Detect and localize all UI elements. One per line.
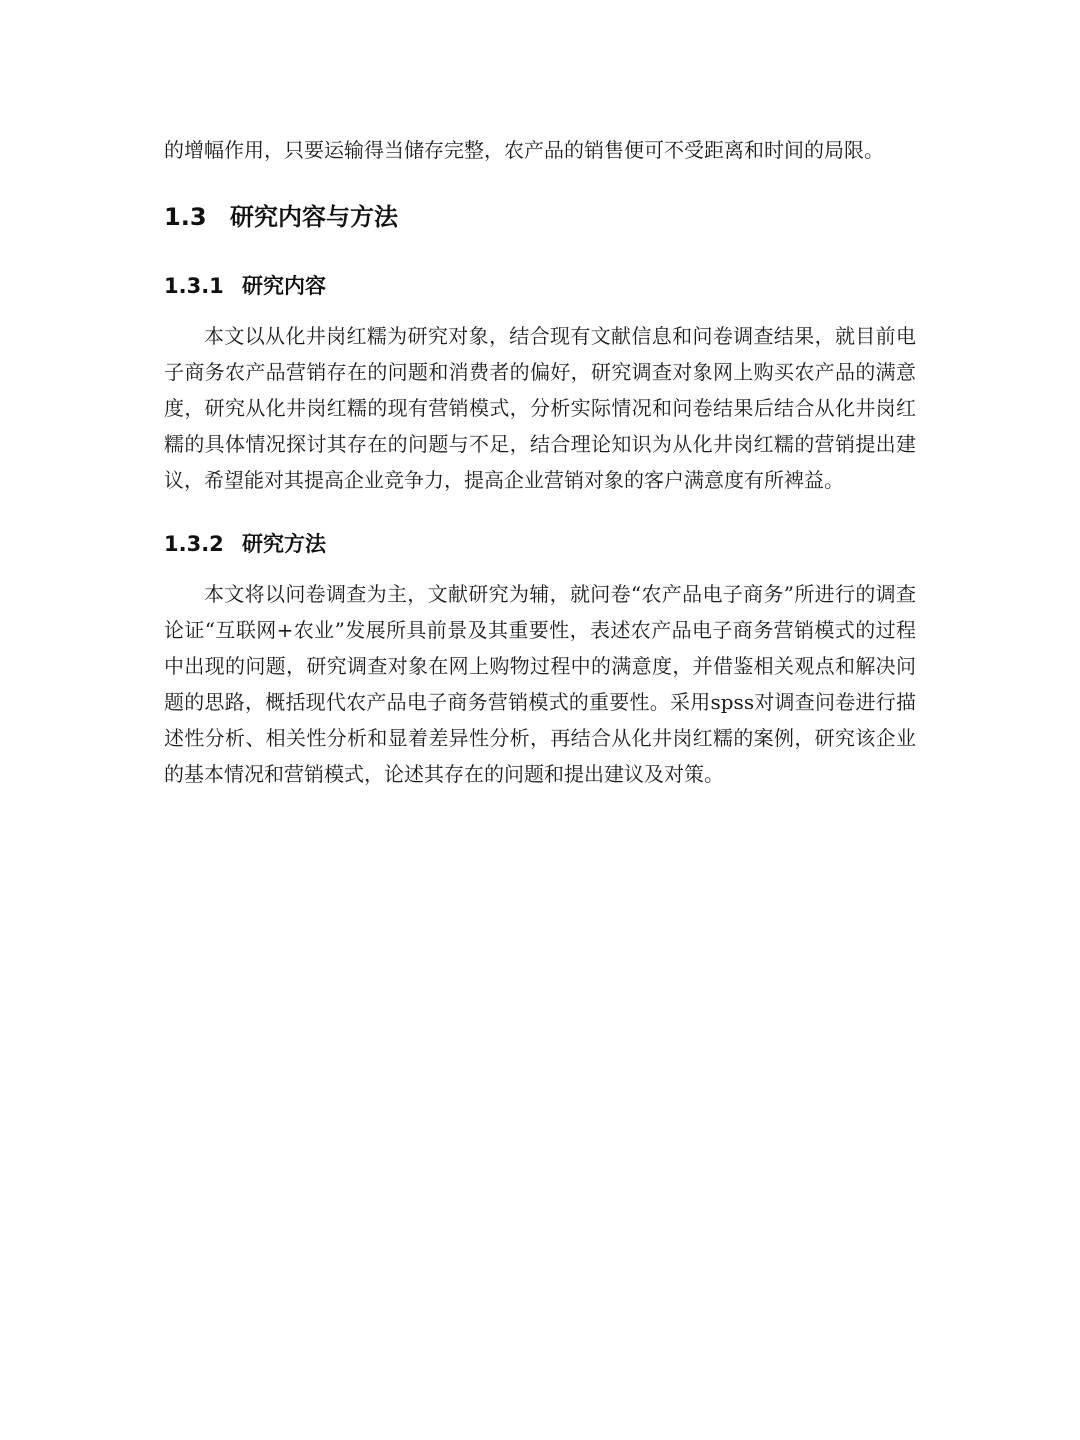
section-number: 1.3	[164, 203, 207, 231]
subsection-number: 1.3.1	[164, 274, 224, 298]
subsection-heading-research-method	[164, 527, 916, 561]
document-body	[164, 132, 916, 792]
continued-paragraph: 的增幅作用，只要运输得当储存完整，农产品的销售便可不受距离和时间的局限。	[164, 138, 884, 162]
section-heading	[164, 199, 916, 235]
section-title: 研究内容与方法	[230, 203, 398, 231]
subsection-title: 研究方法	[242, 532, 326, 556]
research-method-paragraph: 本文将以问卷调查为主，文献研究为辅，就问卷“农产品电子商务”所进行的调查论证“互联网+农业”发展所具前景及其重要性，表述农产品电子商务营销模式的过程中出现的问题，研究调查对象在网上购物过程中的满意度，并借鉴相关观点和解决问题的思路，概括现代农产品电子商务营销模式的重要性。采用spss对调查问卷进行描述性分析、相关性分析和显着差异性分析，再结合从化井岗红糯的案例，研究该企业的基本情况和营销模式，论述其存在的问题和提出建议及对策。	[164, 582, 916, 786]
research-content-paragraph: 本文以从化井岗红糯为研究对象，结合现有文献信息和问卷调查结果，就目前电子商务农产品营销存在的问题和消费者的偏好，研究调查对象网上购买农产品的满意度，研究从化井岗红糯的现有营销模式，分析实际情况和问卷结果后结合从化井岗红糯的具体情况探讨其存在的问题与不足，结合理论知识为从化井岗红糯的营销提出建议，希望能对其提高企业竞争力，提高企业营销对象的客户满意度有所裨益。	[164, 324, 916, 492]
subsection-title: 研究内容	[242, 274, 326, 298]
subsection-number: 1.3.2	[164, 532, 224, 556]
subsection-heading-research-content	[164, 269, 916, 303]
